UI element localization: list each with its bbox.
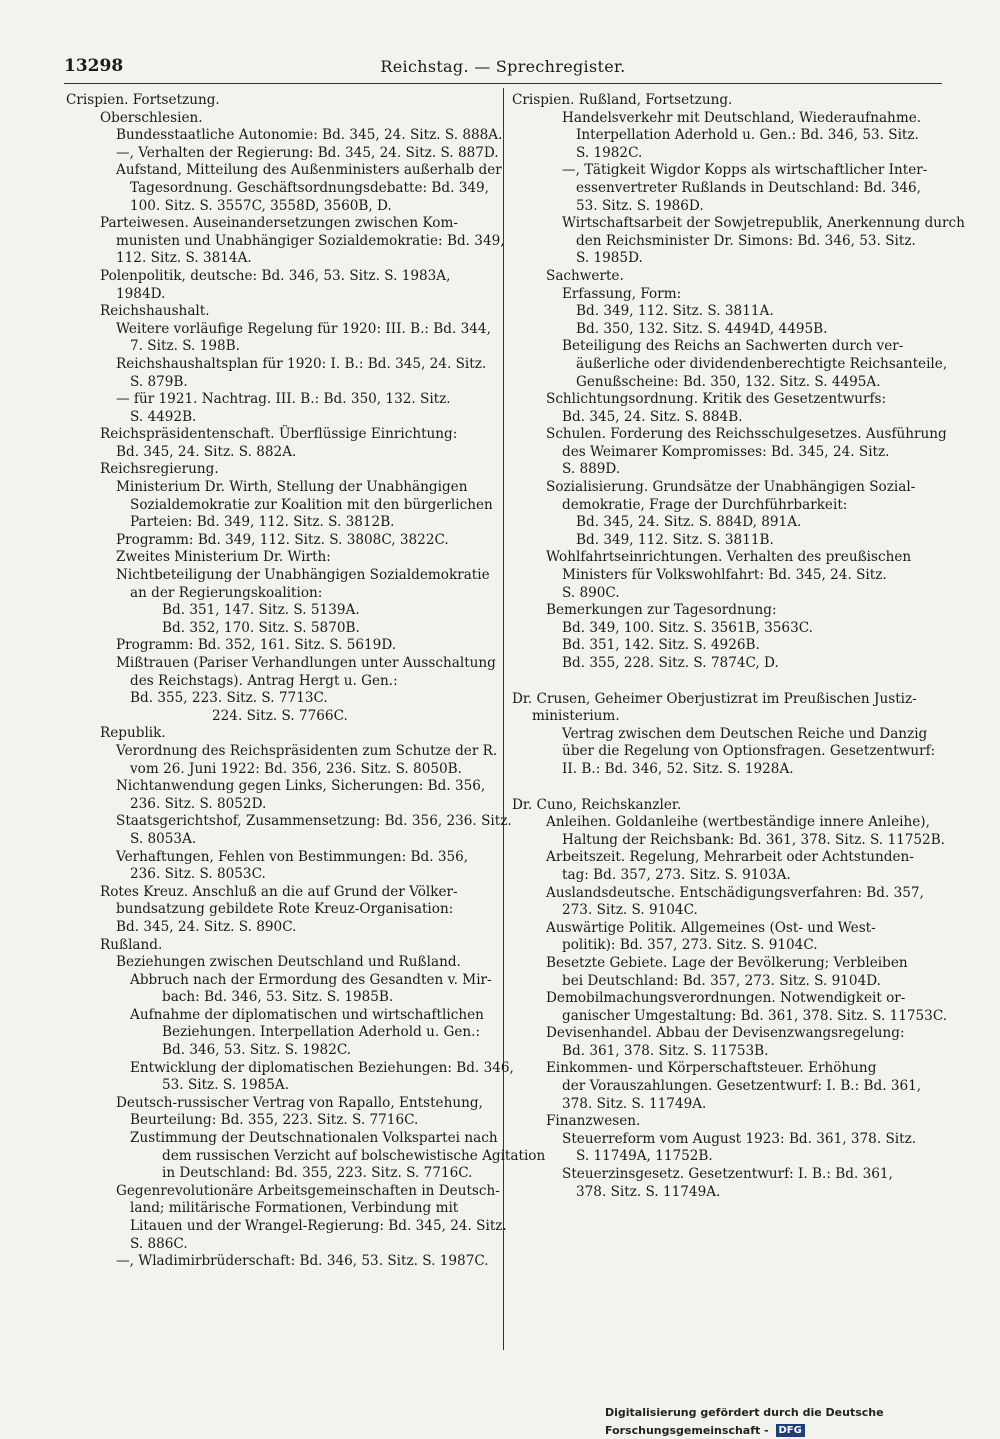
index-line: Demobilmachungsverordnungen. Notwendigkeit or-: [546, 990, 906, 1007]
index-line: 273. Sitz. S. 9104C.: [562, 902, 698, 919]
index-line: Litauen und der Wrangel-Regierung: Bd. 345, 24. Sitz.: [130, 1218, 507, 1234]
index-line: S. 886C.: [130, 1235, 188, 1252]
index-line: Auslandsdeutsche. Entschädigungsverfahren: Bd. 357,: [546, 884, 924, 901]
index-line: des Reichstags). Antrag Hergt u. Gen.:: [130, 672, 398, 689]
index-line: S. 1982C.: [576, 144, 643, 161]
index-line: Sachwerte.: [546, 267, 624, 284]
index-line: Handelsverkehr mit Deutschland, Wiederaufnahme.: [562, 109, 922, 126]
index-line: 53. Sitz. S. 1985A.: [162, 1077, 290, 1094]
index-line: Bd. 349, 112. Sitz. S. 3811B.: [576, 531, 774, 548]
index-line: II. B.: Bd. 346, 52. Sitz. S. 1928A.: [562, 760, 794, 777]
index-line: Beurteilung: Bd. 355, 223. Sitz. S. 7716C.: [130, 1112, 419, 1129]
index-line: Steuerreform vom August 1923: Bd. 361, 378. Sitz.: [562, 1130, 917, 1147]
index-line: Nichtbeteiligung der Unabhängigen Sozialdemokratie: [116, 567, 490, 584]
index-line: — für 1921. Nachtrag. III. B.: Bd. 350, 132. Sitz.: [116, 391, 451, 408]
index-line: Bd. 345, 24. Sitz. S. 884B.: [562, 408, 743, 425]
index-line: Staatsgerichtshof, Zusammensetzung: Bd. 356, 236. Sitz.: [116, 813, 512, 830]
index-line: Zweites Ministerium Dr. Wirth:: [116, 549, 331, 566]
index-line: Bd. 346, 53. Sitz. S. 1982C.: [162, 1042, 352, 1059]
index-line: Bd. 350, 132. Sitz. S. 4494D, 4495B.: [576, 320, 828, 337]
index-line: Bd. 345, 24. Sitz. S. 882A.: [116, 443, 297, 460]
index-line: Sozialisierung. Grundsätze der Unabhängigen Sozial-: [546, 479, 916, 496]
index-line: Parteiwesen. Auseinandersetzungen zwischen Kom-: [100, 215, 458, 232]
index-line: S. 4492B.: [130, 408, 197, 425]
index-line: demokratie, Frage der Durchführbarkeit:: [562, 496, 848, 513]
index-line: Bd. 345, 24. Sitz. S. 890C.: [116, 918, 297, 935]
index-line: bach: Bd. 346, 53. Sitz. S. 1985B.: [162, 989, 394, 1006]
index-line: Ministers für Volkswohlfahrt: Bd. 345, 24. Sitz.: [562, 567, 887, 584]
index-line: Beziehungen. Interpellation Aderhold u. Gen.:: [162, 1024, 481, 1041]
index-line: Aufnahme der diplomatischen und wirtschaftlichen: [130, 1006, 484, 1023]
page-header: [64, 58, 942, 80]
index-line: Tagesordnung. Geschäftsordnungsdebatte: Bd. 349,: [130, 179, 490, 196]
index-line: Reichshaushalt.: [100, 303, 210, 320]
index-line: Finanzwesen.: [546, 1113, 641, 1130]
index-line: 236. Sitz. S. 8053C.: [130, 866, 266, 883]
index-line: bundsatzung gebildete Rote Kreuz-Organisation:: [116, 901, 454, 918]
index-line: Bd. 361, 378. Sitz. S. 11753B.: [562, 1042, 769, 1059]
index-line: S. 879B.: [130, 373, 188, 390]
index-line: Abbruch nach der Ermordung des Gesandten v. Mir-: [130, 971, 492, 988]
header-rule: [64, 83, 942, 84]
index-line: bei Deutschland: Bd. 357, 273. Sitz. S. 9104D.: [562, 972, 881, 989]
index-line: Haltung der Reichsbank: Bd. 361, 378. Sitz. S. 11752B.: [562, 831, 946, 848]
page-number: 13298: [64, 56, 124, 76]
index-line: 100. Sitz. S. 3557C, 3558D, 3560B, D.: [130, 197, 392, 214]
index-line: Bemerkungen zur Tagesordnung:: [546, 602, 777, 619]
index-line: Beziehungen zwischen Deutschland und Rußland.: [116, 954, 461, 971]
index-line: Reichspräsidentenschaft. Überflüssige Einrichtung:: [100, 426, 458, 443]
index-line: Steuerzinsgesetz. Gesetzentwurf: I. B.: Bd. 361,: [562, 1166, 893, 1183]
index-line: Aufstand, Mitteilung des Außenministers außerhalb der: [116, 162, 502, 179]
index-line: Reichshaushaltsplan für 1920: I. B.: Bd. 345, 24. Sitz.: [116, 355, 487, 372]
index-line: Arbeitszeit. Regelung, Mehrarbeit oder Achtstunden-: [546, 849, 914, 866]
index-line: land; militärische Formationen, Verbindung mit: [130, 1200, 459, 1217]
index-line: Wirtschaftsarbeit der Sowjetrepublik, Anerkennung durch: [562, 215, 965, 232]
index-line: —, Wladimirbrüderschaft: Bd. 346, 53. Sitz. S. 1987C.: [116, 1253, 489, 1270]
index-line: vom 26. Juni 1922: Bd. 356, 236. Sitz. S. 8050B.: [130, 760, 462, 777]
index-line: 1984D.: [116, 285, 166, 302]
left-column: [66, 92, 546, 1271]
index-line: Parteien: Bd. 349, 112. Sitz. S. 3812B.: [130, 514, 395, 531]
index-line: dem russischen Verzicht auf bolschewistische Agitation: [162, 1147, 546, 1164]
index-line: des Weimarer Kompromisses: Bd. 345, 24. Sitz.: [562, 443, 890, 460]
index-line: Beteiligung des Reichs an Sachwerten durch ver-: [562, 338, 904, 355]
index-line: Schlichtungsordnung. Kritik des Gesetzentwurfs:: [546, 391, 887, 408]
index-line: ganischer Umgestaltung: Bd. 361, 378. Sitz. S. 11753C.: [562, 1007, 948, 1024]
index-line: der Vorauszahlungen. Gesetzentwurf: I. B.: Bd. 361,: [562, 1078, 922, 1095]
index-line: Programm: Bd. 349, 112. Sitz. S. 3808C, 3822C.: [116, 531, 449, 548]
index-line: 53. Sitz. S. 1986D.: [576, 197, 704, 214]
index-line: 378. Sitz. S. 11749A.: [562, 1095, 707, 1112]
index-line: Verhaftungen, Fehlen von Bestimmungen: Bd. 356,: [116, 848, 469, 865]
index-line: Bd. 352, 170. Sitz. S. 5870B.: [162, 619, 360, 636]
index-line: Rußland.: [100, 936, 163, 953]
index-line: Weitere vorläufige Regelung für 1920: III. B.: Bd. 344,: [116, 320, 491, 337]
index-line: Devisenhandel. Abbau der Devisenzwangsregelung:: [546, 1025, 905, 1042]
index-line: S. 1985D.: [576, 250, 643, 267]
index-line: Bd. 355, 228. Sitz. S. 7874C, D.: [562, 655, 779, 671]
index-line: Vertrag zwischen dem Deutschen Reiche und Danzig: [562, 725, 928, 742]
index-line: Oberschlesien.: [100, 109, 203, 126]
index-line: den Reichsminister Dr. Simons: Bd. 346, 53. Sitz.: [576, 232, 916, 249]
index-line: Rotes Kreuz. Anschluß an die auf Grund der Völker-: [100, 883, 458, 900]
index-line: Dr. Cuno, Reichskanzler.: [512, 796, 682, 813]
index-line: Crispien. Rußland, Fortsetzung.: [512, 92, 733, 108]
index-line: Deutsch-russischer Vertrag von Rapallo, Entstehung,: [116, 1094, 483, 1111]
index-line: Genußscheine: Bd. 350, 132. Sitz. S. 4495A.: [576, 373, 881, 390]
index-line: Entwicklung der diplomatischen Beziehungen: Bd. 346,: [130, 1059, 514, 1076]
index-line: munisten und Unabhängiger Sozialdemokratie: Bd. 349,: [116, 232, 505, 249]
index-line: S. 889D.: [562, 461, 621, 478]
index-line: Bd. 349, 112. Sitz. S. 3811A.: [576, 303, 774, 320]
index-line: Einkommen- und Körperschaftsteuer. Erhöhung: [546, 1060, 877, 1077]
index-line: Ministerium Dr. Wirth, Stellung der Unabhängigen: [116, 479, 468, 496]
index-line: Polenpolitik, deutsche: Bd. 346, 53. Sitz. S. 1983A,: [100, 267, 451, 284]
index-line: Auswärtige Politik. Allgemeines (Ost- und West-: [546, 919, 876, 936]
index-line: Gegenrevolutionäre Arbeitsgemeinschaften in Deutsch-: [116, 1182, 500, 1199]
index-line: an der Regierungskoalition:: [130, 584, 323, 601]
index-line: Bd. 345, 24. Sitz. S. 884D, 891A.: [576, 514, 802, 531]
index-line: S. 890C.: [562, 584, 620, 601]
right-column: [512, 92, 965, 1201]
index-line: Bd. 355, 223. Sitz. S. 7713C.: [130, 690, 328, 707]
index-line: essenvertreter Rußlands in Deutschland: Bd. 346,: [576, 179, 921, 196]
dfg-logo: DFG: [776, 1424, 805, 1437]
index-line: Wohlfahrtseinrichtungen. Verhalten des preußischen: [546, 549, 912, 566]
index-line: 7. Sitz. S. 198B.: [130, 338, 240, 355]
index-line: Sozialdemokratie zur Koalition mit den bürgerlichen: [130, 496, 493, 513]
index-line: Programm: Bd. 352, 161. Sitz. S. 5619D.: [116, 637, 397, 654]
index-line: Crispien. Fortsetzung.: [66, 92, 220, 108]
index-line: —, Verhalten der Regierung: Bd. 345, 24. Sitz. S. 887D.: [116, 144, 499, 161]
entry-spacer: [512, 779, 942, 797]
index-line: Verordnung des Reichspräsidenten zum Schutze der R.: [116, 742, 498, 759]
index-line: 224. Sitz. S. 7766C.: [212, 707, 348, 724]
index-line: Besetzte Gebiete. Lage der Bevölkerung; Verbleiben: [546, 954, 908, 971]
index-line: Schulen. Forderung des Reichsschulgesetzes. Ausführung: [546, 426, 947, 443]
index-line: politik): Bd. 357, 273. Sitz. S. 9104C.: [562, 937, 818, 954]
index-line: Dr. Crusen, Geheimer Oberjustizrat im Preußischen Justiz-: [512, 690, 917, 707]
index-line: Reichsregierung.: [100, 461, 219, 478]
index-line: ministerium.: [532, 708, 620, 725]
index-line: Republik.: [100, 725, 166, 742]
index-line: Bd. 349, 100. Sitz. S. 3561B, 3563C.: [562, 619, 813, 636]
index-line: Bundesstaatliche Autonomie: Bd. 345, 24. Sitz. S. 888A.: [116, 127, 503, 144]
index-line: in Deutschland: Bd. 355, 223. Sitz. S. 7716C.: [162, 1165, 473, 1182]
footer-text: Digitalisierung gefördert durch die Deutsche Forschungsgemeinschaft -: [605, 1406, 884, 1437]
index-line: tag: Bd. 357, 273. Sitz. S. 9103A.: [562, 866, 791, 883]
index-line: Interpellation Aderhold u. Gen.: Bd. 346, 53. Sitz.: [576, 127, 919, 144]
index-line: Zustimmung der Deutschnationalen Volkspartei nach: [130, 1130, 498, 1147]
page-title: Reichstag. — Sprechregister.: [380, 57, 626, 76]
index-line: über die Regelung von Optionsfragen. Gesetzentwurf:: [562, 743, 936, 760]
index-line: Mißtrauen (Pariser Verhandlungen unter Ausschaltung: [116, 655, 496, 671]
index-line: äußerliche oder dividendenberechtigte Reichsanteile,: [576, 355, 948, 372]
index-line: Anleihen. Goldanleihe (wertbeständige innere Anleihe),: [546, 814, 930, 831]
entry-spacer: [512, 673, 942, 691]
index-line: Bd. 351, 142. Sitz. S. 4926B.: [562, 637, 760, 654]
index-line: 112. Sitz. S. 3814A.: [116, 250, 252, 267]
index-line: Erfassung, Form:: [562, 285, 682, 302]
index-line: S. 11749A, 11752B.: [576, 1148, 713, 1165]
index-line: 236. Sitz. S. 8052D.: [130, 795, 267, 812]
index-line: Nichtanwendung gegen Links, Sicherungen: Bd. 356,: [116, 778, 486, 795]
index-line: —, Tätigkeit Wigdor Kopps als wirtschaftlicher Inter-: [562, 162, 928, 179]
index-line: S. 8053A.: [130, 830, 197, 847]
index-line: Bd. 351, 147. Sitz. S. 5139A.: [162, 602, 360, 619]
index-line: 378. Sitz. S. 11749A.: [576, 1183, 721, 1200]
